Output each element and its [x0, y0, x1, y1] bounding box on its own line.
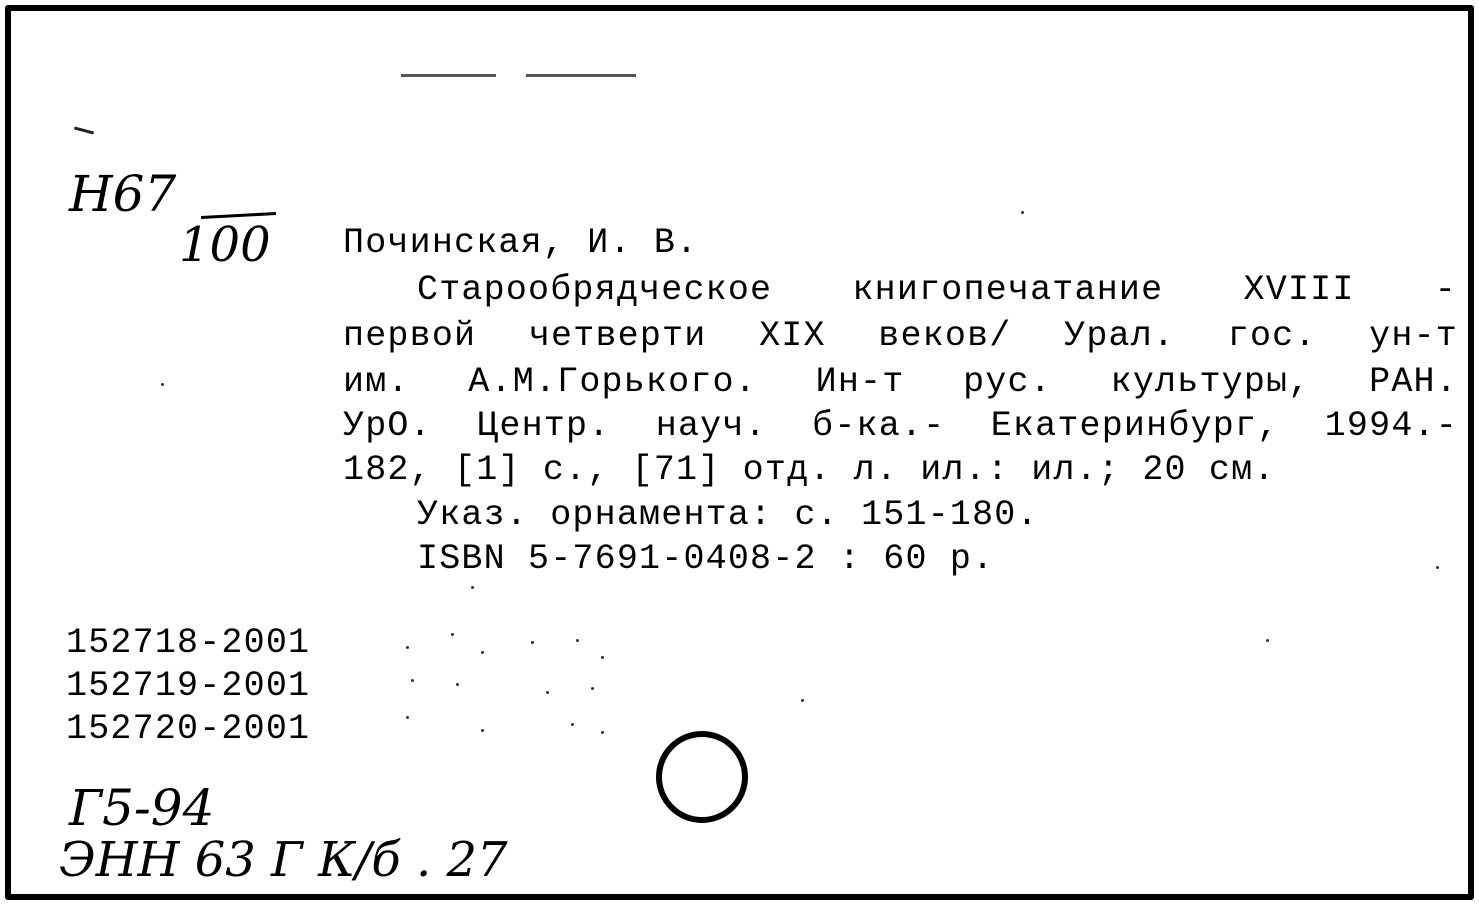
noise-speck [481, 729, 484, 732]
corner-tick [74, 126, 94, 134]
word: РАН. [1369, 362, 1458, 402]
isbn-price: ISBN 5-7691-0408-2 : 60 р. [417, 539, 995, 579]
noise-speck [571, 723, 574, 726]
ornament-index-note: Указ. орнамента: с. 151-180. [417, 495, 1039, 535]
word: гос. [1227, 316, 1317, 356]
noise-speck [531, 641, 534, 644]
noise-speck [161, 383, 164, 386]
word: УрО. [343, 406, 432, 446]
word: XIX [759, 316, 826, 356]
word: 1994.- [1324, 406, 1458, 446]
word: первой [343, 316, 477, 356]
word: рус. [963, 362, 1052, 402]
handwritten-note-line-1: Г5-94 [69, 779, 215, 837]
word: Старообрядческое [417, 270, 773, 310]
top-dash-left [401, 74, 496, 77]
noise-speck [601, 731, 604, 734]
word: - [1434, 270, 1457, 310]
noise-speck [576, 639, 579, 642]
title-line-1 [417, 270, 1457, 310]
noise-speck [1266, 639, 1269, 642]
word: Екатеринбург, [990, 406, 1280, 446]
noise-speck [1436, 566, 1439, 569]
word: книгопечатание [852, 270, 1164, 310]
catalog-card [5, 5, 1474, 900]
top-dash-right [526, 74, 636, 77]
noise-speck [406, 646, 409, 649]
noise-speck [801, 699, 804, 702]
noise-speck [601, 656, 604, 659]
word: веков/ [878, 316, 1012, 356]
noise-speck [546, 691, 549, 694]
circle-mark [656, 731, 748, 823]
handwritten-note-line-2: ЭНН 63 Г К/б . 27 [59, 832, 508, 888]
physical-description: 182, [1] с., [71] отд. л. ил.: ил.; 20 см. [343, 450, 1276, 490]
inventory-number: 152720-2001 [66, 709, 311, 749]
word: Центр. [477, 406, 611, 446]
noise-speck [591, 687, 594, 690]
noise-speck [471, 586, 474, 589]
noise-speck [456, 683, 459, 686]
word: XVIII [1243, 270, 1355, 310]
title-line-3 [343, 362, 1458, 402]
word: ун-т [1369, 316, 1458, 356]
word: А.М.Горького. [468, 362, 757, 402]
word: Урал. [1064, 316, 1176, 356]
author-heading: Починская, И. В. [343, 223, 699, 263]
noise-speck [481, 651, 484, 654]
word: четверти [528, 316, 707, 356]
call-number-bottom: 100 [179, 217, 271, 273]
title-line-2 [343, 316, 1458, 356]
publication-line [343, 406, 1458, 446]
word: Ин-т [815, 362, 905, 402]
word: им. [343, 362, 410, 402]
noise-speck [411, 679, 414, 682]
word: науч. [655, 406, 767, 446]
word: культуры, [1110, 362, 1311, 402]
noise-speck [406, 716, 409, 719]
word: б-ка.- [812, 406, 946, 446]
inventory-number: 152719-2001 [66, 666, 311, 706]
noise-speck [1021, 211, 1024, 214]
inventory-number: 152718-2001 [66, 623, 311, 663]
noise-speck [451, 633, 454, 636]
call-number-top: Н67 [69, 165, 177, 223]
